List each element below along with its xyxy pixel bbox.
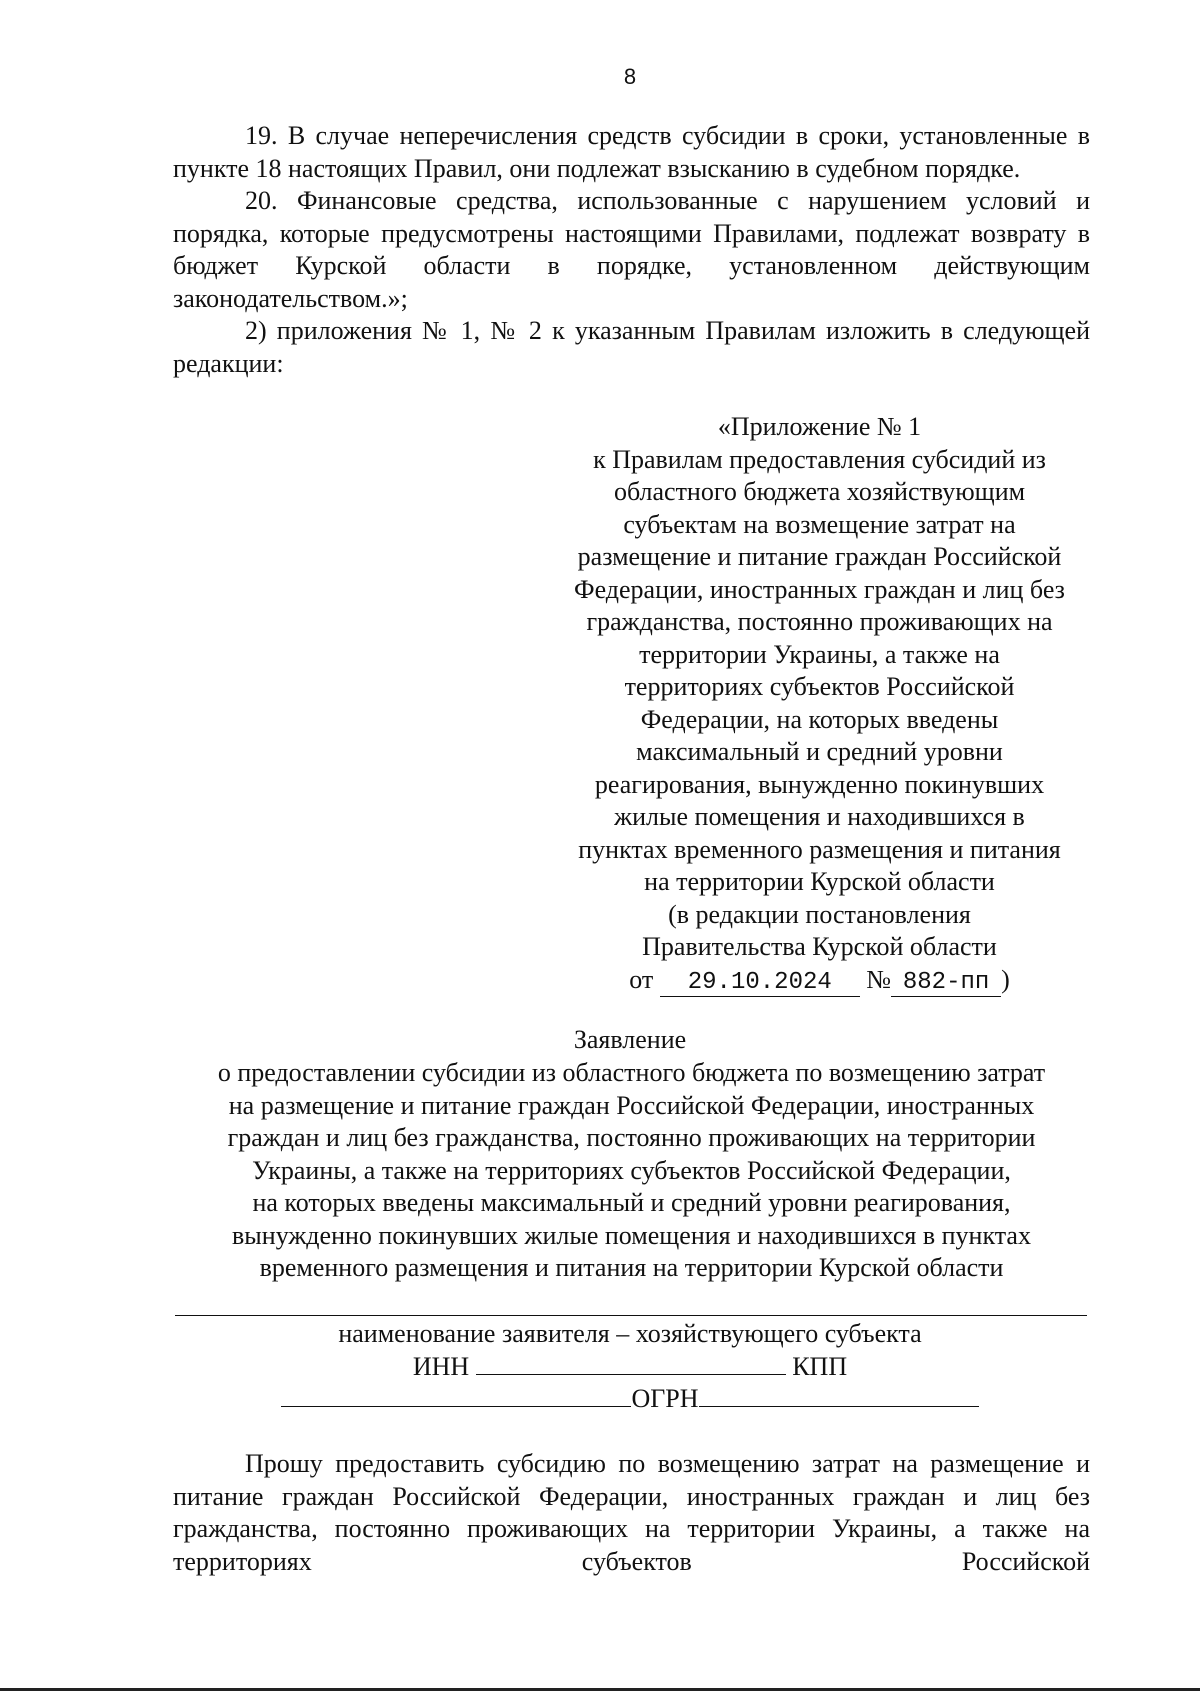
appendix-line: Правительства Курской области	[642, 932, 997, 961]
paragraph-amendment-2: 2) приложения № 1, № 2 к указанным Правилам изложить в следующей редакции:	[173, 316, 1090, 378]
kpp-label: КПП	[792, 1352, 848, 1381]
appendix-line: Федерации, иностранных граждан и лиц без	[574, 574, 1065, 604]
appendix-line: гражданства, постоянно проживающих на	[586, 607, 1053, 636]
subject-line: граждан и лиц без гражданства, постоянно проживающих на территории	[227, 1123, 1036, 1152]
appendix-line: субъектам на возмещение затрат на	[623, 509, 1016, 539]
appendix-line: территории Украины, а также на	[639, 639, 1000, 669]
inn-field	[476, 1352, 786, 1375]
subject-line: временного размещения и питания на территории Курской области	[259, 1253, 1004, 1282]
applicant-name-field	[175, 1315, 1087, 1316]
appendix-line: жилые помещения и находившихся в	[614, 802, 1025, 831]
resolution-date-line	[538, 964, 1101, 997]
appendix-line: Федерации, на которых введены	[640, 704, 999, 734]
scan-edge-line	[0, 1688, 1200, 1691]
appendix-line: «Приложение № 1	[717, 412, 922, 441]
appendix-line: областного бюджета хозяйствующим	[613, 477, 1026, 506]
ogrn-label: ОГРН	[631, 1384, 699, 1413]
subject-line: о предоставлении субсидии из областного бюджета по возмещению затрат	[217, 1058, 1046, 1087]
date-prefix: от	[629, 964, 654, 994]
application-subject	[173, 1057, 1090, 1285]
application-title: Заявление	[573, 1025, 687, 1054]
paragraph-20: 20. Финансовые средства, использованные с нарушением условий и порядка, которые предусмотрены настоящими Правилами, подлежат возврату в бюджет Курской области в порядке, установленном действующим законодательством.»;	[173, 186, 1090, 313]
subject-line: Украины, а также на территориях субъектов Российской Федерации,	[252, 1155, 1011, 1185]
appendix-line: размещение и питание граждан Российской	[577, 542, 1062, 571]
appendix-line: пунктах временного размещения и питания	[578, 834, 1061, 864]
page-number: 8	[623, 64, 637, 89]
paragraph-19: 19. В случае неперечисления средств субсидии в сроки, установленные в пункте 18 настоящих Правил, они подлежат взысканию в судебном порядке.	[173, 121, 1090, 183]
resolution-number: 882-пп	[891, 970, 1001, 997]
appendix-header	[538, 411, 1101, 997]
appendix-line: реагирования, вынужденно покинувших	[594, 769, 1045, 799]
appendix-line: на территории Курской области	[644, 867, 995, 896]
subject-line: вынужденно покинувших жилые помещения и находившихся в пунктах	[232, 1220, 1031, 1250]
inn-kpp-row	[0, 1351, 1200, 1384]
request-text: Прошу предоставить субсидию по возмещению затрат на размещение и питание граждан Российской Федерации, иностранных граждан и лиц без гражданства, постоянно проживающих на территории Украины, а также на территориях субъектов Российской	[173, 1449, 1090, 1576]
appendix-line: (в редакции постановления	[668, 899, 971, 929]
subject-line: на размещение и питание граждан Российской Федерации, иностранных	[228, 1090, 1035, 1120]
number-prefix: №	[866, 964, 892, 994]
body-paragraphs	[173, 120, 1090, 380]
ogrn-field	[699, 1384, 979, 1407]
subject-line: на которых введены максимальный и средний уровни реагирования,	[252, 1188, 1011, 1217]
appendix-line: территориях субъектов Российской	[624, 672, 1015, 701]
applicant-name-caption: наименование заявителя – хозяйствующего субъекта	[338, 1319, 922, 1348]
ogrn-row	[0, 1383, 1200, 1416]
ogrn-left-field	[281, 1384, 631, 1407]
resolution-date: 29.10.2024	[660, 970, 860, 997]
closing-paren: )	[1001, 964, 1010, 994]
appendix-line: максимальный и средний уровни	[636, 737, 1003, 766]
appendix-line: к Правилам предоставления субсидий из	[593, 444, 1046, 474]
inn-label: ИНН	[412, 1352, 470, 1381]
request-paragraph	[173, 1448, 1090, 1578]
